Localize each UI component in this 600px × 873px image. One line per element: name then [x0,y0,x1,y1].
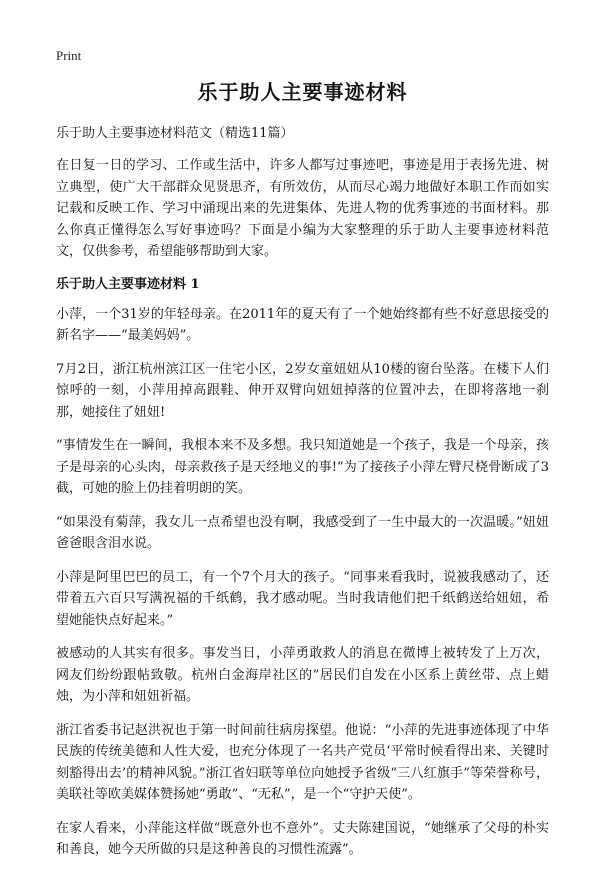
paragraph: “如果没有菊萍，我女儿一点希望也没有啊，我感受到了一生中最大的一次温暖。”妞妞爸爸眼含泪水说。 [56,514,549,551]
page-title: 乐于助人主要事迹材料 [197,80,408,104]
intro-paragraph: 在日复一日的学习、工作或生活中，许多人都写过事迹吧，事迹是用于表扬先进、树立典型，使广大干部群众见贤思齐，有所效仿，从而尽心竭力地做好本职工作而如实记载和反映工作、学习中涌现出来的先进集体、先进人物的优秀事迹的书面材料。那么你真正懂得怎么写好事迹吗？下面是小编为大家整理的乐于助人主要事迹材料范文，仅供参考，希望能够帮助到大家。 [56,158,549,259]
paragraph: 小萍，一个31岁的年轻母亲。在2011年的夏天有了一个她始终都有些不好意思接受的新名字——“最美妈妈”。 [56,306,549,343]
print-link[interactable]: Print [56,48,82,63]
paragraph: 7月2日，浙江杭州滨江区一住宅小区，2岁女童妞妞从10楼的窗台坠落。在楼下人们惊呼的一刻，小萍用掉高跟鞋、伸开双臂向妞妞掉落的位置冲去，在即将落地一刹那，她接住了妞妞! [56,361,549,420]
paragraph: 浙江省委书记赵洪祝也于第一时间前往病房探望。他说：“小萍的先进事迹体现了中华民族的传统美德和人性大爱，也充分体现了一名共产党员‘平常时候看得出来、关键时刻豁得出去’的精神风貌。”浙江省妇联等单位向她授予省级“三八红旗手”等荣誉称号，美联社等欧美媒体赞扬她“勇敢”、“无私”，是一个“守护天使”。 [56,722,549,802]
paragraph: 在家人看来，小萍能这样做“既意外也不意外”。丈夫陈建国说，“她继承了父母的朴实和善良，她今天所做的只是这种善良的习惯性流露”。 [56,820,549,857]
paragraph: 被感动的人其实有很多。事发当日，小萍勇敢救人的消息在微博上被转发了上万次，网友们纷纷跟帖致敬。杭州白金海岸社区的”居民们自发在小区系上黄丝带、点上蜡烛，为小萍和妞妞祈福。 [56,646,549,704]
paragraph: “事情发生在一瞬间，我根本来不及多想。我只知道她是一个孩子，我是一个母亲，孩子是母亲的心头肉，母亲救孩子是天经地义的事!”为了接孩子小萍左臂尺桡骨断成了3截，可她的脸上仍挂着明朗的笑。 [56,438,549,496]
paragraph: 小萍是阿里巴巴的员工，有一个7个月大的孩子。“同事来看我时，说被我感动了，还带着五六百只写满祝福的千纸鹤，我才感动呢。当时我请他们把千纸鹤送给妞妞，希望她能快点好起来。” [56,569,549,628]
article [56,78,549,873]
section-heading: 乐于助人主要事迹材料 1 [56,276,200,292]
article-subtitle: 乐于助人主要事迹材料范文（精选11篇） [56,126,294,141]
